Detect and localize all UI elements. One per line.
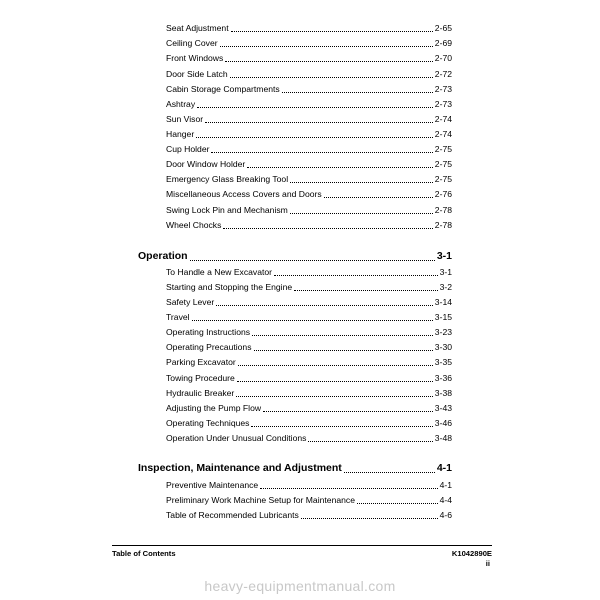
entry-page: 3-2 xyxy=(439,282,452,292)
footer-rule xyxy=(112,545,492,546)
entry-title: Parking Excavator xyxy=(166,357,236,367)
entry-title: Miscellaneous Access Covers and Doors xyxy=(166,189,322,199)
entry-title: Cup Holder xyxy=(166,144,210,154)
chapter-heading-operation[interactable] xyxy=(138,249,452,263)
toc-entry[interactable] xyxy=(166,356,452,368)
entry-title: Safety Lever xyxy=(166,297,215,307)
entry-page: 3-15 xyxy=(434,312,452,322)
entry-title: Wheel Chocks xyxy=(166,220,222,230)
entry-title: Hydraulic Breaker xyxy=(166,388,235,398)
entry-title: Preventive Maintenance xyxy=(166,480,259,490)
toc-entry[interactable] xyxy=(166,417,452,429)
entry-page: 2-75 xyxy=(434,159,452,169)
toc-entry[interactable] xyxy=(166,326,452,338)
toc-entry[interactable] xyxy=(166,22,452,34)
entry-title: Door Window Holder xyxy=(166,159,246,169)
dot-leader xyxy=(274,274,438,276)
dot-leader xyxy=(263,410,433,412)
entry-title: Cabin Storage Compartments xyxy=(166,84,280,94)
toc-entry[interactable] xyxy=(166,52,452,64)
toc-entry[interactable] xyxy=(166,494,452,506)
entry-page: 4-4 xyxy=(439,495,452,505)
footer-page-number: ii xyxy=(485,559,490,568)
dot-leader xyxy=(236,395,433,397)
dot-leader xyxy=(205,121,433,123)
entry-page: 2-73 xyxy=(434,99,452,109)
chapter-page: 3-1 xyxy=(436,250,452,262)
entry-page: 2-74 xyxy=(434,129,452,139)
entry-page: 3-38 xyxy=(434,388,452,398)
toc-entry[interactable] xyxy=(166,98,452,110)
entry-title: Sun Visor xyxy=(166,114,204,124)
dot-leader xyxy=(282,91,433,93)
toc-entry[interactable] xyxy=(166,341,452,353)
dot-leader xyxy=(344,471,435,473)
dot-leader xyxy=(197,106,433,108)
dot-leader xyxy=(290,181,433,183)
entry-title: Starting and Stopping the Engine xyxy=(166,282,293,292)
entry-title: Preliminary Work Machine Setup for Maintenance xyxy=(166,495,355,505)
dot-leader xyxy=(237,380,433,382)
watermark-text: heavy-equipmentmanual.com xyxy=(204,578,396,594)
entry-title: Operation Under Unusual Conditions xyxy=(166,433,307,443)
dot-leader xyxy=(251,425,432,427)
entry-page: 2-78 xyxy=(434,220,452,230)
toc-entry[interactable] xyxy=(166,266,452,278)
toc-entry[interactable] xyxy=(166,281,452,293)
entry-page: 2-75 xyxy=(434,174,452,184)
entry-page: 3-35 xyxy=(434,357,452,367)
entry-title: Adjusting the Pump Flow xyxy=(166,403,262,413)
entry-page: 2-74 xyxy=(434,114,452,124)
dot-leader xyxy=(230,76,433,78)
toc-entry[interactable] xyxy=(166,219,452,231)
chapter-page: 4-1 xyxy=(436,462,452,474)
toc-entry[interactable] xyxy=(166,204,452,216)
toc-entry[interactable] xyxy=(166,402,452,414)
entry-title: Ceiling Cover xyxy=(166,38,218,48)
entry-page: 3-36 xyxy=(434,373,452,383)
dot-leader xyxy=(290,212,433,214)
entry-title: Operating Techniques xyxy=(166,418,250,428)
entry-page: 4-6 xyxy=(439,510,452,520)
entry-page: 2-76 xyxy=(434,189,452,199)
toc-entry[interactable] xyxy=(166,128,452,140)
entry-title: Ashtray xyxy=(166,99,196,109)
dot-leader xyxy=(192,319,433,321)
entry-page: 3-23 xyxy=(434,327,452,337)
toc-entry[interactable] xyxy=(166,296,452,308)
toc-entry[interactable] xyxy=(166,37,452,49)
entry-title: Seat Adjustment xyxy=(166,23,229,33)
dot-leader xyxy=(196,136,433,138)
entry-title: Front Windows xyxy=(166,53,224,63)
toc-entry[interactable] xyxy=(166,432,452,444)
entry-title: Towing Procedure xyxy=(166,373,235,383)
entry-page: 3-46 xyxy=(434,418,452,428)
dot-leader xyxy=(216,304,433,306)
entry-title: Hanger xyxy=(166,129,195,139)
entry-page: 2-70 xyxy=(434,53,452,63)
dot-leader xyxy=(308,440,432,442)
toc-entry[interactable] xyxy=(166,311,452,323)
dot-leader xyxy=(223,227,432,229)
toc-entry[interactable] xyxy=(166,387,452,399)
entry-title: Travel xyxy=(166,312,190,322)
dot-leader xyxy=(357,502,438,504)
entry-title: Swing Lock Pin and Mechanism xyxy=(166,205,288,215)
entry-title: Operating Instructions xyxy=(166,327,251,337)
dot-leader xyxy=(238,364,433,366)
dot-leader xyxy=(294,289,437,291)
entry-page: 2-73 xyxy=(434,84,452,94)
dot-leader xyxy=(252,334,433,336)
toc-entry[interactable] xyxy=(166,68,452,80)
footer-section-title: Table of Contents xyxy=(112,549,176,558)
toc-entry[interactable] xyxy=(166,509,452,521)
entry-page: 3-30 xyxy=(434,342,452,352)
dot-leader xyxy=(211,151,432,153)
entry-page: 2-72 xyxy=(434,69,452,79)
toc-entry[interactable] xyxy=(166,188,452,200)
entry-page: 2-65 xyxy=(434,23,452,33)
chapter-title: Inspection, Maintenance and Adjustment xyxy=(138,462,342,474)
dot-leader xyxy=(254,349,433,351)
chapter-heading-inspection[interactable] xyxy=(138,461,452,475)
entry-page: 3-48 xyxy=(434,433,452,443)
dot-leader xyxy=(190,259,435,261)
entry-page: 3-14 xyxy=(434,297,452,307)
dot-leader xyxy=(260,487,437,489)
dot-leader xyxy=(301,517,438,519)
dot-leader xyxy=(231,30,433,32)
dot-leader xyxy=(220,45,433,47)
entry-title: Door Side Latch xyxy=(166,69,228,79)
entry-page: 2-75 xyxy=(434,144,452,154)
entry-page: 2-69 xyxy=(434,38,452,48)
entry-title: To Handle a New Excavator xyxy=(166,267,273,277)
toc-entry[interactable] xyxy=(166,158,452,170)
toc-entry[interactable] xyxy=(166,113,452,125)
entry-title: Emergency Glass Breaking Tool xyxy=(166,174,289,184)
entry-page: 4-1 xyxy=(439,480,452,490)
entry-page: 2-78 xyxy=(434,205,452,215)
toc-entry[interactable] xyxy=(166,372,452,384)
toc-entry[interactable] xyxy=(166,83,452,95)
toc-entry[interactable] xyxy=(166,173,452,185)
entry-page: 3-43 xyxy=(434,403,452,413)
dot-leader xyxy=(247,166,433,168)
entry-title: Table of Recommended Lubricants xyxy=(166,510,299,520)
footer-doc-number: K1042890E xyxy=(451,549,492,558)
toc-entry[interactable] xyxy=(166,479,452,491)
dot-leader xyxy=(324,196,433,198)
dot-leader xyxy=(225,60,432,62)
chapter-title: Operation xyxy=(138,250,188,262)
entry-title: Operating Precautions xyxy=(166,342,252,352)
entry-page: 3-1 xyxy=(439,267,452,277)
toc-entry[interactable] xyxy=(166,143,452,155)
